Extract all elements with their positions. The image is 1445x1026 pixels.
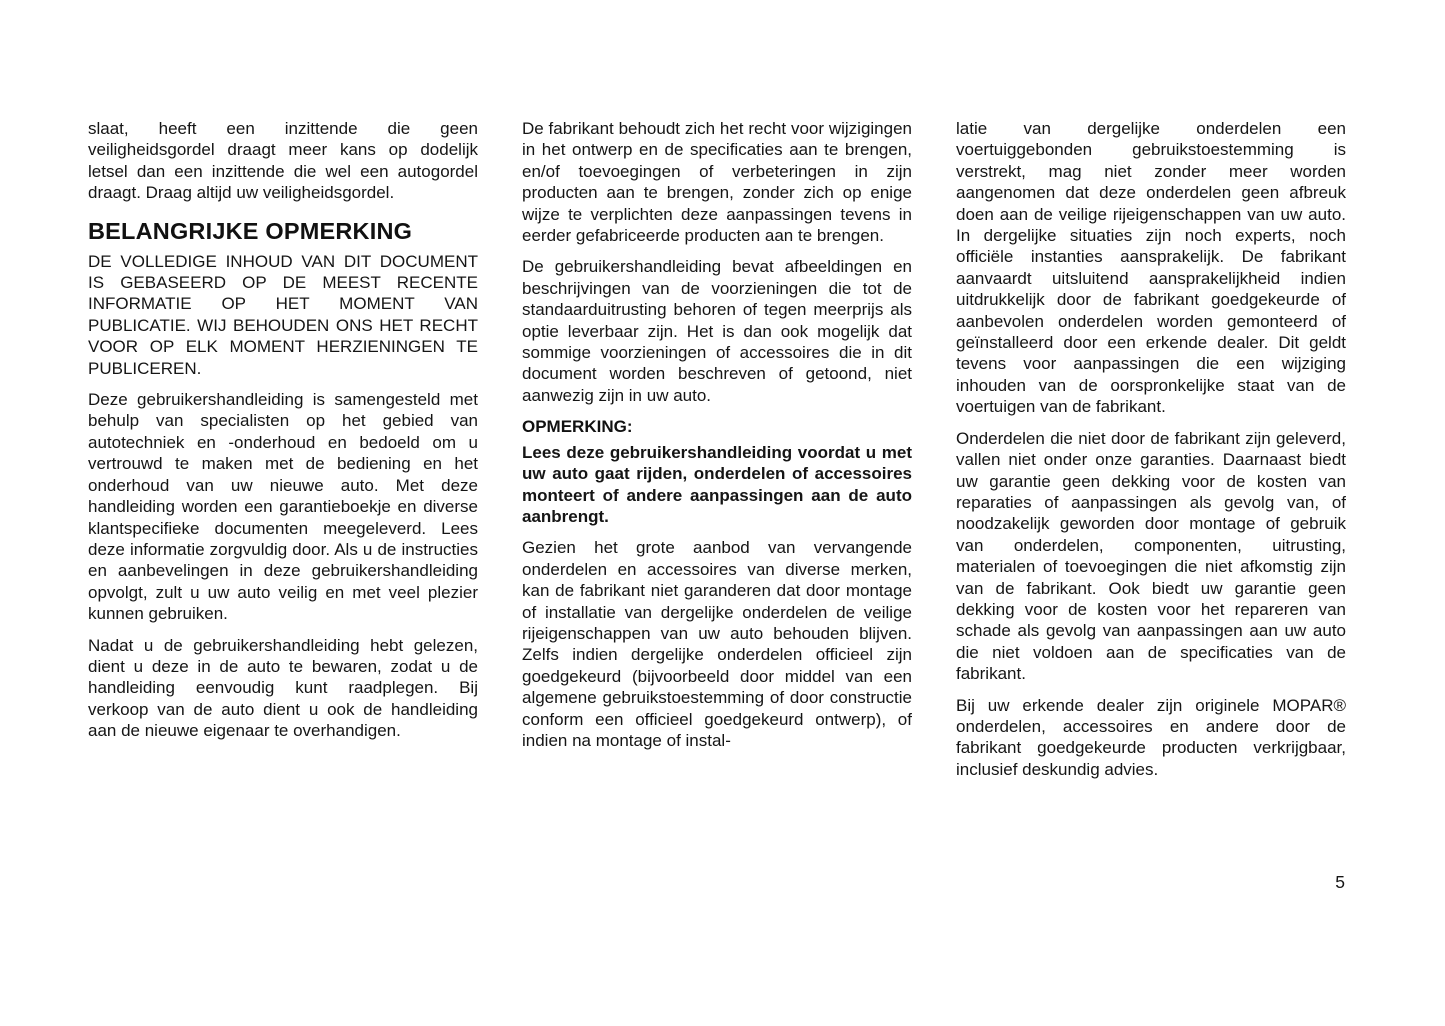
paragraph-liability: latie van dergelijke onderdelen een voertuiggebonden gebruikstoestemming is verstrekt, mag niet zonder meer worden aangenomen dat deze onderdelen geen afbreuk doen aan de veilige rijeigenschappen van uw auto. In dergelijke situaties zijn noch experts, noch officiële instanties aansprakelijk. De fabrikant aanvaardt uitsluitend aansprakelijkheid indien uitdrukkelijk door de fabrikant goedgekeurde of aanbevolen onderdelen worden gemonteerd of geïnstalleerd door een erkende dealer. Dit geldt tevens voor aanpassingen die een wijziging inhouden van de oorspronkelijke staat van de voertuigen van de fabrikant. [956,119,1346,417]
paragraph-mopar-parts: Bij uw erkende dealer zijn originele MOPAR® onderdelen, accessoires en andere door de fabrikant goedgekeurde producten verkrijgbaar, inclusief deskundig advies. [956,695,1346,779]
note-heading-opmerking: OPMERKING: [522,417,633,437]
column-middle [522,118,912,790]
column-right [956,118,1346,790]
column-left [88,118,478,790]
paragraph-aftermarket-parts: Gezien het grote aanbod van vervangende onderdelen en accessoires van diverse merken, kan de fabrikant niet garanderen dat door montage of installatie van dergelijke onderdelen de veilige rijeigenschappen van uw auto behouden blijven. Zelfs indien dergelijke onderdelen officieel zijn goedgekeurd (bijvoorbeeld door middel van een algemene gebruikstoestemming of door constructie conform een officieel goedgekeurd ontwerp), of indien na montage of instal- [522,538,912,750]
paragraph-seatbelt-warning: slaat, heeft een inzittende die geen veiligheidsgordel draagt meer kans op dodelijk letsel dan een inzittende die wel een autogordel draagt. Draag altijd uw veiligheidsgordel. [88,119,478,203]
page-content [88,118,1346,790]
paragraph-manual-purpose: Deze gebruikershandleiding is samengesteld met behulp van specialisten op het gebied van autotechniek en -onderhoud en bedoeld om u vertrouwd te maken met de bediening en het onderhoud van uw nieuwe auto. Met deze handleiding worden een garantieboekje en diverse klantspecifieke documenten meegeleverd. Lees deze informatie zorgvuldig door. Als u de instructies en aanbevelingen in deze gebruikershandleiding opvolgt, zult u uw auto veilig en met veel plezier kunnen gebruiken. [88,390,478,624]
paragraph-manufacturer-rights: De fabrikant behoudt zich het recht voor wijzigingen in het ontwerp en de specificaties aan te brengen, en/of toevoegingen of verbeteringen in zijn producten aan te brengen, zonder zich op enige wijze te verplichten deze aanpassingen tevens in eerder gefabriceerde producten aan te brengen. [522,119,912,246]
paragraph-disclaimer-caps: DE VOLLEDIGE INHOUD VAN DIT DOCUMENT IS GEBASEERD OP DE MEEST RECENTE INFORMATIE OP HET MOMENT VAN PUBLICATIE. WIJ BEHOUDEN ONS HET RECHT VOOR OP ELK MOMENT HERZIENINGEN TE PUBLICEREN. [88,251,478,378]
paragraph-options-equipment: De gebruikershandleiding bevat afbeeldingen en beschrijvingen van de voorzieningen die tot de standaarduitrusting behoren of tegen meerprijs als optie leverbaar zijn. Het is dan ook mogelijk dat sommige voorzieningen of accessoires die in dit document worden beschreven of getoond, niet aanwezig zijn in uw auto. [522,257,912,405]
paragraph-keep-manual: Nadat u de gebruikershandleiding hebt gelezen, dient u deze in de auto te bewaren, zodat u de handleiding eenvoudig kunt raadplegen. Bij verkoop van de auto dient u ook de handleiding aan de nieuwe eigenaar te overhandigen. [88,635,478,741]
page-number: 5 [1335,872,1345,892]
section-heading-belangrijke-opmerking: BELANGRIJKE OPMERKING [88,217,413,244]
paragraph-note-bold: Lees deze gebruikershandleiding voordat u met uw auto gaat rijden, onderdelen of accessoires monteert of andere aanpassingen aan de auto aanbrengt. [522,442,912,526]
paragraph-warranty-exclusions: Onderdelen die niet door de fabrikant zijn geleverd, vallen niet onder onze garanties. Daarnaast biedt uw garantie geen dekking voor de kosten van reparaties of aanpassingen als gevolg van, of noodzakelijk geworden door montage of gebruik van onderdelen, componenten, uitrusting, materialen of toevoegingen die niet afkomstig zijn van de fabrikant. Ook biedt uw garantie geen dekking voor de kosten voor het repareren van schade als gevolg van aanpassingen aan uw auto die niet voldoen aan de specificaties van de fabrikant. [956,428,1346,684]
